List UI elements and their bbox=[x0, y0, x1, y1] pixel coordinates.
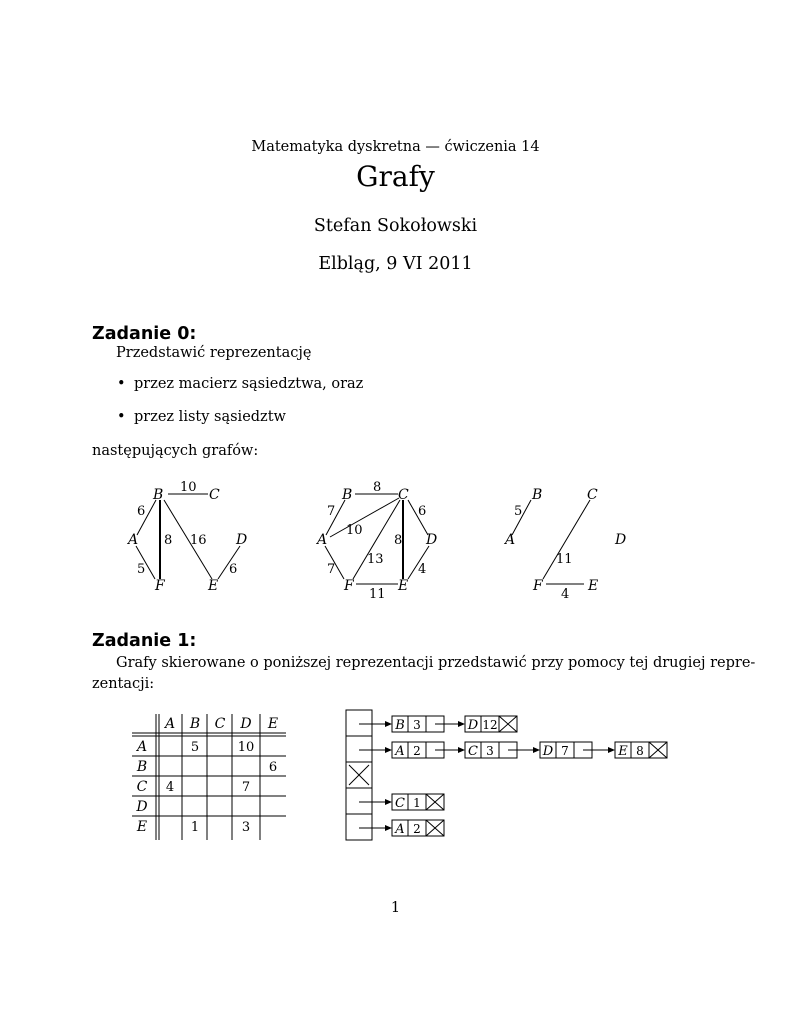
edge-weight: 4 bbox=[418, 562, 427, 577]
list-node-weight: 8 bbox=[636, 744, 644, 758]
matrix-cell: 5 bbox=[190, 740, 200, 755]
matrix-row-header: E bbox=[136, 819, 148, 835]
matrix-row-header: D bbox=[136, 799, 148, 815]
vertex-label: B bbox=[532, 487, 543, 503]
list-node-weight: 12 bbox=[482, 718, 498, 732]
edge-C-F bbox=[353, 500, 403, 579]
arrowhead bbox=[385, 721, 392, 727]
matrix-column-header: E bbox=[267, 716, 279, 732]
vertex-label: C bbox=[398, 487, 409, 503]
vertex-label: D bbox=[236, 532, 248, 548]
vertex-label: E bbox=[398, 578, 409, 594]
graphs-figure bbox=[0, 470, 791, 610]
vertex-label: F bbox=[533, 578, 543, 594]
matrix-cell: 6 bbox=[268, 760, 278, 775]
vertex-label: B bbox=[342, 487, 353, 503]
page-number: 1 bbox=[390, 900, 401, 916]
edge-C-F bbox=[543, 500, 590, 579]
matrix-column-header: D bbox=[240, 716, 252, 732]
edge-weight: 10 bbox=[180, 480, 197, 495]
zadanie0-intro: Przedstawić reprezentację bbox=[116, 345, 312, 361]
zadanie1-text-line1: Grafy skierowane o poniższej reprezentacji przedstawić przy pomocy tej drugiej repre- bbox=[116, 655, 756, 671]
list-node-key: D bbox=[542, 744, 554, 759]
matrix-column-header: A bbox=[164, 716, 176, 732]
vertex-label: A bbox=[317, 532, 328, 548]
list-node-key: A bbox=[395, 822, 405, 837]
graph-3 bbox=[503, 487, 626, 602]
arrowhead bbox=[608, 747, 615, 753]
list-node-weight: 2 bbox=[413, 822, 421, 836]
edge-weight: 11 bbox=[556, 552, 573, 567]
edge-weight: 6 bbox=[418, 504, 427, 519]
list-node-weight: 2 bbox=[413, 744, 421, 758]
date: Elbląg, 9 VI 2011 bbox=[318, 254, 473, 274]
zadanie0-heading: Zadanie 0: bbox=[92, 324, 197, 344]
zadanie1-heading: Zadanie 1: bbox=[92, 631, 197, 651]
arrowhead bbox=[458, 747, 465, 753]
document-subtitle: Matematyka dyskretna — ćwiczenia 14 bbox=[251, 139, 540, 155]
matrix-row-header: A bbox=[136, 739, 148, 755]
edge-weight: 8 bbox=[394, 533, 403, 548]
edge-weight: 8 bbox=[373, 480, 382, 495]
matrix-cell: 3 bbox=[241, 820, 251, 835]
edge-weight: 13 bbox=[367, 552, 384, 567]
list-node-key: D bbox=[467, 718, 479, 733]
matrix-cell: 1 bbox=[190, 820, 200, 835]
list-node-weight: 7 bbox=[561, 744, 569, 758]
list-node-weight: 1 bbox=[413, 796, 421, 810]
edge-weight: 6 bbox=[229, 562, 238, 577]
zadanie1-text-line2: zentacji: bbox=[92, 676, 155, 692]
list-node-key: E bbox=[618, 744, 628, 759]
matrix-cell: 4 bbox=[165, 780, 175, 795]
matrix-row-header: C bbox=[136, 779, 148, 795]
edge-weight: 11 bbox=[369, 587, 386, 602]
edge-A-C bbox=[330, 498, 399, 537]
edge-weight: 16 bbox=[190, 533, 207, 548]
arrowhead bbox=[385, 825, 392, 831]
list-item: • przez listy sąsiedztw bbox=[117, 409, 286, 425]
vertex-label: E bbox=[208, 578, 219, 594]
edge-weight: 5 bbox=[137, 562, 146, 577]
matrix-cell: 10 bbox=[237, 740, 255, 755]
list-node-weight: 3 bbox=[486, 744, 494, 758]
zadanie0-outro: następujących grafów: bbox=[92, 443, 259, 459]
arrowhead bbox=[533, 747, 540, 753]
list-node-weight: 3 bbox=[413, 718, 421, 732]
matrix-column-header: C bbox=[214, 716, 226, 732]
arrowhead bbox=[458, 721, 465, 727]
graph-2 bbox=[315, 480, 437, 602]
vertex-label: A bbox=[505, 532, 516, 548]
adjacency-lists bbox=[340, 706, 680, 851]
list-item: • przez macierz sąsiedztwa, oraz bbox=[117, 376, 364, 392]
graph-1 bbox=[126, 480, 247, 594]
matrix-cell: 7 bbox=[241, 780, 251, 795]
vertex-label: F bbox=[155, 578, 165, 594]
arrowhead bbox=[385, 799, 392, 805]
edge-weight: 10 bbox=[346, 523, 363, 538]
list-node-key: A bbox=[395, 744, 405, 759]
vertex-label: E bbox=[588, 578, 599, 594]
edge-weight: 8 bbox=[164, 533, 173, 548]
edge-weight: 5 bbox=[514, 504, 523, 519]
adjacency-matrix bbox=[120, 710, 295, 850]
list-node-key: C bbox=[395, 796, 405, 811]
matrix-column-header: B bbox=[189, 716, 201, 732]
edge-weight: 6 bbox=[137, 504, 146, 519]
vertex-label: C bbox=[209, 487, 220, 503]
list-node-key: C bbox=[468, 744, 478, 759]
author: Stefan Sokołowski bbox=[313, 216, 478, 236]
vertex-label: D bbox=[615, 532, 627, 548]
edge-weight: 4 bbox=[561, 587, 570, 602]
vertex-label: B bbox=[153, 487, 164, 503]
edge-weight: 7 bbox=[327, 504, 336, 519]
vertex-label: A bbox=[128, 532, 139, 548]
document-title: Grafy bbox=[356, 160, 435, 193]
list-node-key: B bbox=[395, 718, 405, 733]
matrix-row-header: B bbox=[136, 759, 148, 775]
arrowhead bbox=[385, 747, 392, 753]
vertex-label: C bbox=[587, 487, 598, 503]
vertex-label: F bbox=[344, 578, 354, 594]
edge-weight: 7 bbox=[327, 562, 336, 577]
vertex-label: D bbox=[426, 532, 438, 548]
